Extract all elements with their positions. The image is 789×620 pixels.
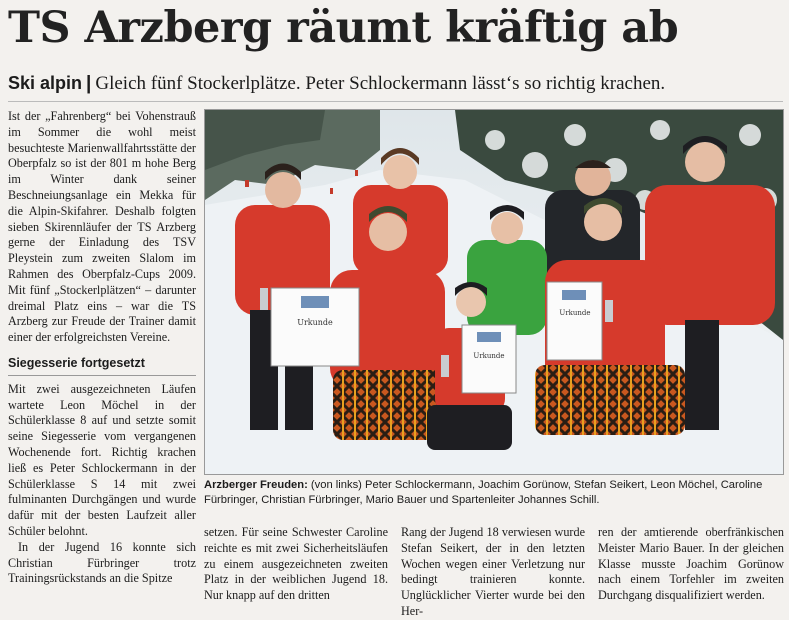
certificate-3: [547, 282, 602, 360]
subheading-siegesserie: Siegesserie fortgesetzt: [8, 356, 196, 376]
caption-lead: Arzberger Freuden:: [204, 479, 308, 491]
header-rule: [8, 101, 783, 102]
bottom-paragraph-3: ren der amtierende oberfränkischen Meister Mario Bauer. In der gleichen Klasse musste Joachim Gorünow nach einem Torfehler im zweiten Durchgang disqualifiziert werden.: [598, 525, 784, 603]
certificate-2-label: Urkunde: [473, 352, 505, 360]
article-subline: [8, 70, 783, 97]
certificate-1: [271, 288, 359, 366]
left-text-column: [8, 109, 196, 587]
bottom-column-3: [598, 525, 784, 604]
bottom-column-1: [204, 525, 388, 604]
kicker-separator: |: [86, 73, 92, 94]
team-photo: [204, 109, 784, 475]
left-paragraph-1: Ist der „Fahrenberg“ bei Vohenstrauß im Sommer die wohl meist besuchteste Marienwallfahrtsstätte der Oberpfalz so ist der 801 m hohe Berg im Winter dank seiner Beschneiungsanlage ein Mekka für die Alpin-Skifahrer. Deshalb folgten sieben Skirennläufer der TS Arzberg gerne der Einladung des TSV Pleystein zum zweiten Slalom im Rahmen des Oberpfalz-Cups 2009. Mit fünf „Stockerlplätzen“ – darunter dreimal Platz eins – war die TS Arzberg zur Freude der Trainer damit einer der erfolgreichsten Vereine.: [8, 109, 196, 345]
left-paragraph-2: Mit zwei ausgezeichneten Läufen wartete Leon Möchel in der Schülerklasse 8 auf und setzte somit seine Siegesserie vom vergangenen Wochenende fort. Richtig krachen ließ es Peter Schlockermann in der Schülerklasse S 14 mit zwei fulminanten Durchgängen und wurde dafür mit der besten Laufzeit aller Schüler belohnt.: [8, 381, 196, 538]
bottom-paragraph-1: setzen. Für seine Schwester Caroline reichte es mit zwei Sicherheitsläufen zu einem ausgezeichneten zweiten Platz in der weiblichen Jugend 18. Nur knapp auf den dritten: [204, 525, 388, 603]
bottom-paragraph-2: Rang der Jugend 18 verwiesen wurde Stefan Seikert, der in den letzten Wochen wegen einer Verletzung nur bedingt trainieren konnte. Unglücklicher Vierter wurde bei den Her-: [401, 525, 585, 618]
subline-text: Gleich fünf Stockerlplätze. Peter Schlockermann lässt‘s so richtig krachen.: [95, 73, 666, 94]
photo-caption: [204, 478, 784, 508]
caption-text: (von links) Peter Schlockermann, Joachim Gorünow, Stefan Seikert, Leon Möchel, Caroline Fürbringer, Christian Fürbringer, Mario Bauer und Spartenleiter Johannes Schill.: [204, 479, 763, 506]
certificate-1-label: Urkunde: [297, 318, 333, 327]
bottom-column-2: [401, 525, 585, 620]
left-paragraph-3: In der Jugend 16 konnte sich Christian Fürbringer trotz Trainingsrückstands an die Spitze: [8, 539, 196, 586]
certificate-2: [462, 325, 516, 393]
article-headline: TS Arzberg räumt kräftig ab: [8, 3, 679, 53]
section-kicker: Ski alpin: [8, 73, 83, 93]
certificate-3-label: Urkunde: [559, 309, 591, 317]
